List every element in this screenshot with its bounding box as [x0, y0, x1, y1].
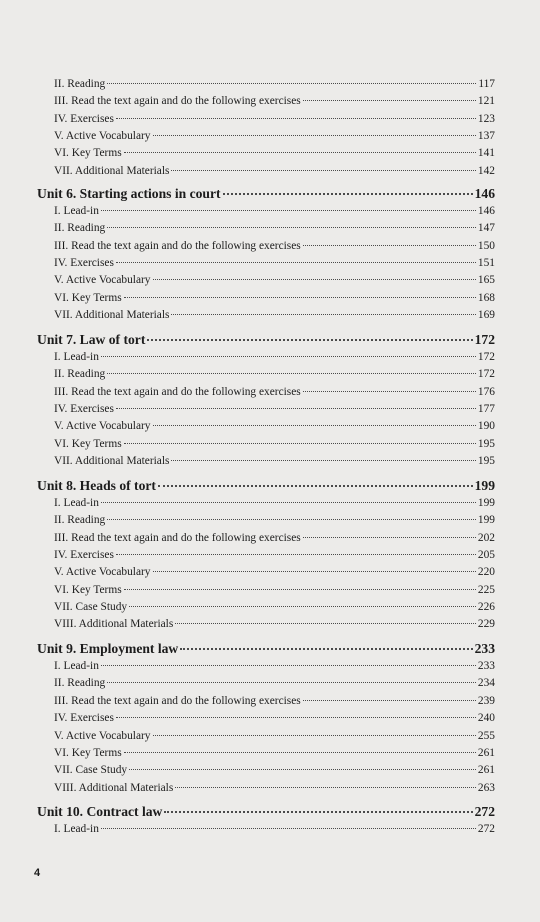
dot-leader [303, 100, 476, 101]
page-ref: 195 [477, 455, 495, 468]
unit-title: Unit 6. Starting actions in court [37, 186, 221, 202]
dot-leader [153, 279, 476, 280]
page-ref: 261 [477, 746, 495, 759]
section-title: II. Reading [54, 514, 106, 527]
page-ref: 205 [477, 548, 495, 561]
toc-section-entry [37, 453, 495, 470]
page-ref: 220 [477, 566, 495, 579]
toc-unit-entry [37, 476, 495, 495]
toc-section-entry [37, 272, 495, 289]
section-title: I. Lead-in [54, 350, 99, 363]
dot-leader [180, 648, 472, 650]
dot-leader [124, 152, 476, 153]
dot-leader [116, 408, 476, 409]
page-ref: 142 [477, 164, 495, 177]
page-ref: 263 [477, 781, 495, 794]
dot-leader [129, 769, 476, 770]
toc-section-entry [37, 675, 495, 692]
section-title: IV. Exercises [54, 257, 114, 270]
toc-section-entry [37, 76, 495, 93]
section-title: III. Read the text again and do the following exercises [54, 694, 301, 707]
dot-leader [116, 554, 476, 555]
page-ref: 190 [477, 420, 495, 433]
toc-section-entry [37, 745, 495, 762]
toc-section-entry [37, 128, 495, 145]
unit-title: Unit 9. Employment law [37, 641, 179, 657]
page-ref: 117 [478, 78, 495, 90]
section-title: III. Read the text again and do the following exercises [54, 95, 301, 108]
section-title: II. Reading [54, 677, 106, 690]
toc-section-entry [37, 693, 495, 710]
section-title: VII. Additional Materials [54, 455, 170, 468]
page-ref: 229 [477, 618, 495, 631]
toc-section-entry [37, 384, 495, 401]
dot-leader [124, 443, 476, 444]
section-title: V. Active Vocabulary [54, 130, 151, 143]
toc-section-entry [37, 564, 495, 581]
toc-section-entry [37, 547, 495, 564]
section-title: II. Reading [54, 222, 106, 235]
section-title: VII. Additional Materials [54, 164, 170, 177]
section-title: III. Read the text again and do the following exercises [54, 531, 301, 544]
section-title: V. Active Vocabulary [54, 420, 151, 433]
dot-leader [303, 700, 476, 701]
unit-title: Unit 7. Law of tort [37, 331, 146, 347]
dot-leader [158, 485, 473, 487]
page-ref: 151 [477, 257, 495, 270]
page-ref: 169 [477, 309, 495, 322]
dot-leader [107, 373, 476, 374]
dot-leader [153, 571, 476, 572]
unit-title: Unit 8. Heads of tort [37, 477, 156, 493]
page-ref: 172 [477, 368, 495, 381]
page-number: 4 [34, 867, 41, 879]
toc-section-entry [37, 220, 495, 237]
toc-section-entry [37, 530, 495, 547]
dot-leader [153, 425, 476, 426]
page-ref: 234 [477, 677, 495, 690]
dot-leader [303, 245, 476, 246]
toc-section-entry [37, 436, 495, 453]
dot-leader [107, 519, 476, 520]
toc-section-entry [37, 145, 495, 162]
toc-section-entry [37, 238, 495, 255]
section-title: VI. Key Terms [54, 746, 122, 759]
dot-leader [303, 391, 476, 392]
dot-leader [175, 787, 476, 788]
page-ref: 233 [477, 660, 495, 673]
section-title: III. Read the text again and do the following exercises [54, 239, 301, 252]
dot-leader [107, 227, 476, 228]
section-title: VI. Key Terms [54, 147, 122, 160]
page-ref: 239 [477, 694, 495, 707]
toc-section-entry [37, 616, 495, 633]
unit-title: Unit 10. Contract law [37, 804, 163, 820]
page-ref: 172 [477, 350, 495, 363]
page-ref: 233 [474, 641, 495, 657]
page-ref: 176 [477, 385, 495, 398]
section-title: VIII. Additional Materials [54, 618, 174, 631]
page-ref: 123 [477, 112, 495, 125]
dot-leader [147, 339, 472, 341]
toc-section-entry [37, 255, 495, 272]
section-title: II. Reading [54, 368, 106, 381]
section-title: VIII. Additional Materials [54, 781, 174, 794]
dot-leader [101, 665, 476, 666]
page-ref: 240 [477, 712, 495, 725]
section-title: III. Read the text again and do the following exercises [54, 385, 301, 398]
toc-unit-entry [37, 639, 495, 658]
section-title: I. Lead-in [54, 660, 99, 673]
page-ref: 272 [474, 804, 495, 820]
section-title: II. Reading [54, 78, 106, 90]
dot-leader [153, 735, 476, 736]
page-ref: 177 [477, 403, 495, 415]
toc-section-entry [37, 495, 495, 512]
toc-section-entry [37, 163, 495, 180]
page-ref: 199 [477, 514, 495, 527]
dot-leader [116, 118, 476, 119]
toc-section-entry [37, 290, 495, 307]
page-ref: 199 [474, 477, 495, 493]
page-ref: 225 [477, 583, 495, 596]
dot-leader [129, 606, 476, 607]
toc-section-entry [37, 349, 495, 366]
section-title: VII. Case Study [54, 600, 128, 613]
section-title: V. Active Vocabulary [54, 729, 151, 742]
dot-leader [153, 135, 476, 136]
page-ref: 150 [477, 239, 495, 252]
toc-section-entry [37, 418, 495, 435]
page-ref: 165 [477, 274, 495, 287]
page-ref: 202 [477, 531, 495, 544]
page-ref: 172 [474, 331, 495, 347]
dot-leader [107, 682, 476, 683]
page-ref: 168 [477, 291, 495, 304]
dot-leader [303, 537, 476, 538]
section-title: IV. Exercises [54, 112, 114, 125]
toc-section-entry [37, 366, 495, 383]
dot-leader [116, 262, 476, 263]
page-ref: 146 [477, 205, 495, 218]
section-title: V. Active Vocabulary [54, 274, 151, 287]
toc-section-entry [37, 821, 495, 838]
page-ref: 199 [477, 496, 495, 509]
toc-section-entry [37, 582, 495, 599]
dot-leader [223, 193, 473, 195]
section-title: VII. Case Study [54, 764, 128, 777]
dot-leader [175, 623, 476, 624]
section-title: VII. Additional Materials [54, 309, 170, 322]
toc-unit-entry [37, 802, 495, 821]
section-title: IV. Exercises [54, 712, 114, 725]
page-ref: 146 [474, 186, 495, 202]
toc-section-entry [37, 111, 495, 128]
dot-leader [101, 502, 476, 503]
section-title: VI. Key Terms [54, 437, 122, 450]
dot-leader [124, 752, 476, 753]
dot-leader [101, 210, 476, 211]
dot-leader [171, 314, 475, 315]
toc-section-entry [37, 658, 495, 675]
page-ref: 226 [477, 600, 495, 613]
toc-section-entry [37, 512, 495, 529]
section-title: IV. Exercises [54, 548, 114, 561]
dot-leader [171, 170, 475, 171]
dot-leader [101, 356, 476, 357]
section-title: V. Active Vocabulary [54, 566, 151, 579]
dot-leader [171, 460, 475, 461]
toc-section-entry [37, 307, 495, 324]
toc-unit-entry [37, 184, 495, 203]
page-ref: 255 [477, 729, 495, 742]
dot-leader [124, 589, 476, 590]
toc-section-entry [37, 780, 495, 797]
dot-leader [164, 811, 472, 813]
dot-leader [124, 297, 476, 298]
toc-unit-entry [37, 330, 495, 349]
section-title: VI. Key Terms [54, 583, 122, 596]
dot-leader [107, 83, 476, 84]
toc-section-entry [37, 762, 495, 779]
toc-section-entry [37, 710, 495, 727]
section-title: IV. Exercises [54, 403, 114, 415]
section-title: I. Lead-in [54, 823, 99, 836]
dot-leader [101, 828, 476, 829]
page-ref: 141 [477, 147, 495, 160]
toc-section-entry [37, 401, 495, 418]
page-ref: 147 [477, 222, 495, 235]
toc-section-entry [37, 93, 495, 110]
page-ref: 195 [477, 437, 495, 450]
page-ref: 261 [477, 764, 495, 777]
dot-leader [116, 717, 476, 718]
toc-section-entry [37, 599, 495, 616]
page-ref: 137 [477, 130, 495, 143]
page-ref: 121 [477, 95, 495, 108]
toc-section-entry [37, 728, 495, 745]
toc-section-entry [37, 203, 495, 220]
section-title: I. Lead-in [54, 205, 99, 218]
section-title: VI. Key Terms [54, 291, 122, 304]
table-of-contents [37, 76, 495, 839]
section-title: I. Lead-in [54, 496, 99, 509]
page-ref: 272 [477, 823, 495, 836]
